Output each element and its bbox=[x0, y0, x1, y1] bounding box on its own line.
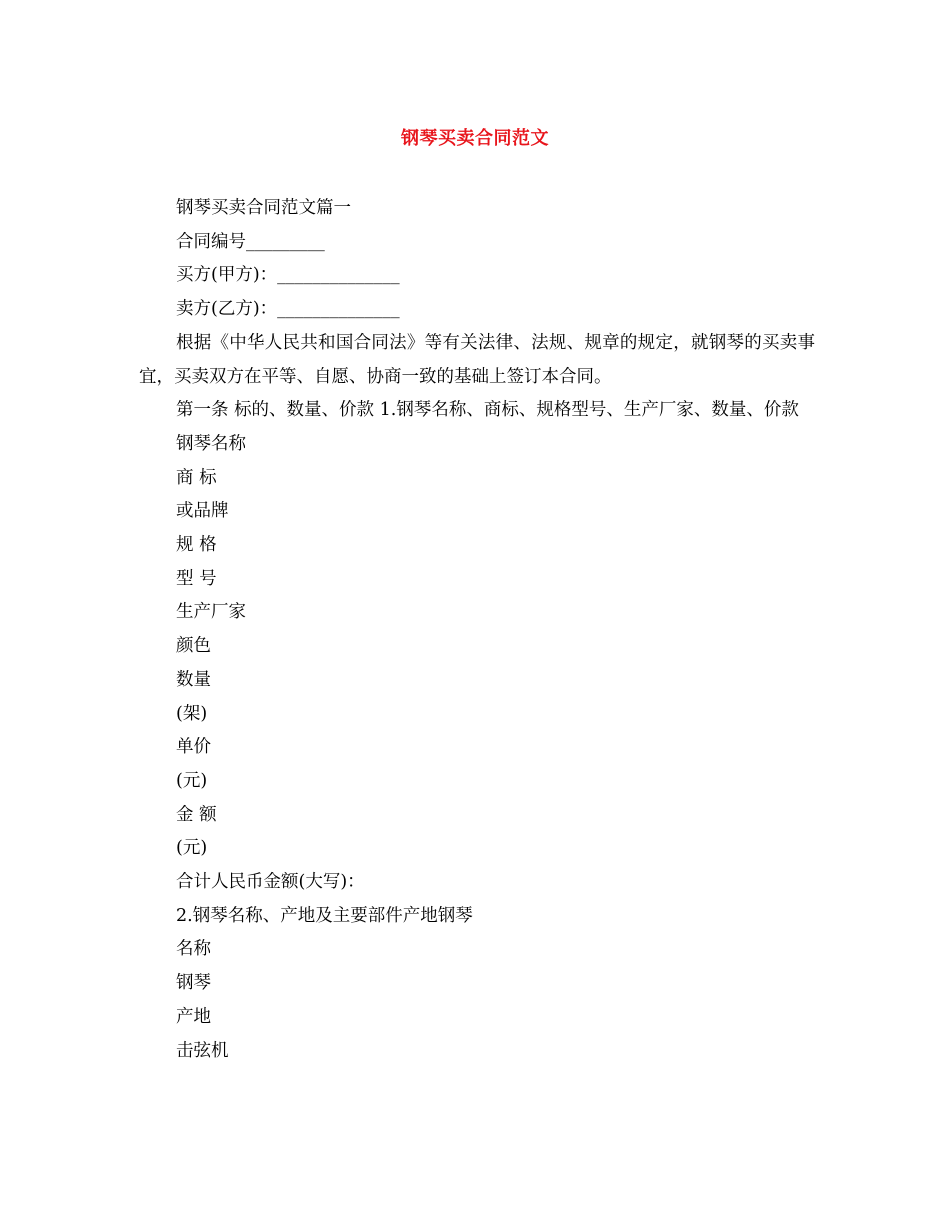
contract-number-field: 合同编号_________ bbox=[176, 231, 325, 252]
list-item: 击弦机 bbox=[176, 1040, 229, 1061]
list-item: 合计人民币金额(大写)： bbox=[176, 872, 365, 893]
list-item: 产地 bbox=[176, 1006, 211, 1027]
list-item: 型 号 bbox=[176, 568, 217, 589]
document-body bbox=[139, 192, 815, 1068]
list-item: 单价 bbox=[176, 737, 211, 758]
list-item: 生产厂家 bbox=[176, 602, 246, 623]
list-item: 钢琴名称 bbox=[176, 433, 246, 454]
list-item: 名称 bbox=[176, 939, 211, 960]
list-item: 规 格 bbox=[176, 535, 217, 556]
list-item: 颜色 bbox=[176, 636, 211, 657]
paragraph: 第一条 标的、数量、价款 1.钢琴名称、商标、规格型号、生产厂家、数量、价款 bbox=[176, 400, 799, 421]
list-item: 商 标 bbox=[176, 467, 217, 488]
document-title: 钢琴买卖合同范文 bbox=[401, 128, 549, 149]
list-item: 数量 bbox=[176, 669, 211, 690]
list-item: 2.钢琴名称、产地及主要部件产地钢琴 bbox=[176, 905, 473, 926]
list-item: 钢琴 bbox=[176, 973, 211, 994]
list-item: (元) bbox=[176, 770, 208, 791]
seller-field: 卖方(乙方)：______________ bbox=[176, 299, 400, 320]
list-item: (架) bbox=[176, 703, 208, 724]
list-item: 金 额 bbox=[176, 804, 217, 825]
paragraph: 钢琴买卖合同范文篇一 bbox=[176, 198, 351, 218]
paragraph: 根据《中华人民共和国合同法》等有关法律、法规、规章的规定，就钢琴的买卖事宜，买卖双方在平等、自愿、协商一致的基础上签订本合同。 bbox=[139, 332, 815, 387]
list-item: 或品牌 bbox=[176, 501, 229, 522]
buyer-field: 买方(甲方)：______________ bbox=[176, 265, 400, 286]
list-item: (元) bbox=[176, 838, 208, 859]
